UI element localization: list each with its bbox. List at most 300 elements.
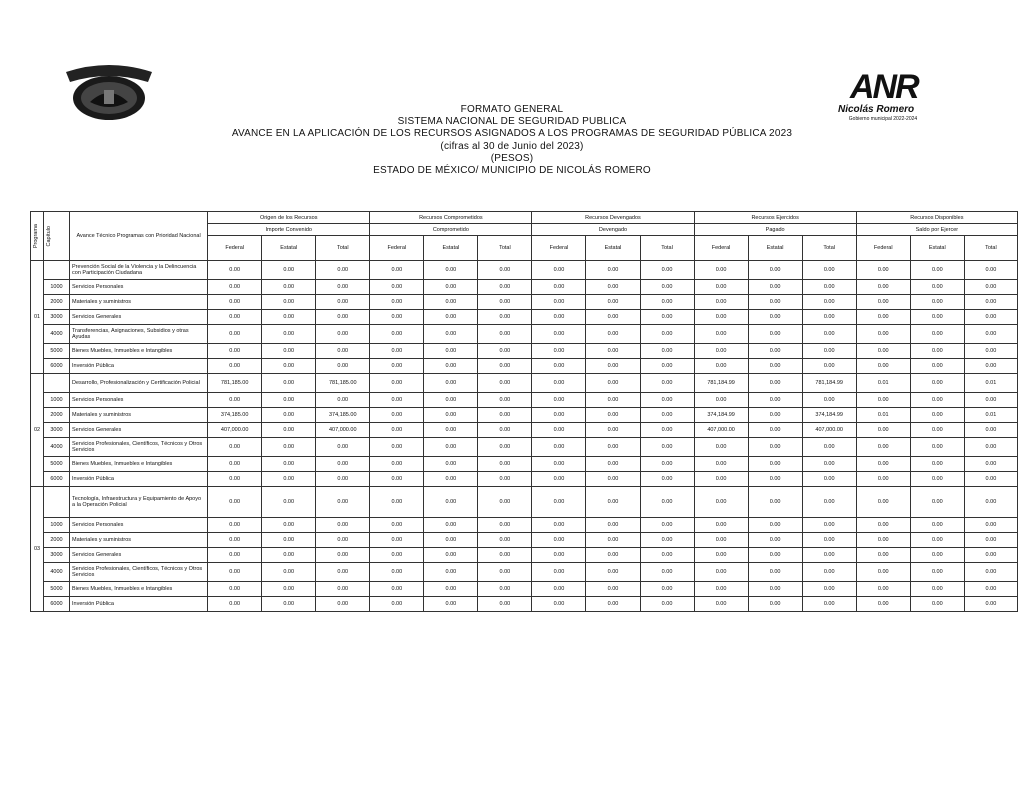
table-row <box>31 457 1018 472</box>
amount-cell: 0.00 <box>856 295 910 310</box>
table-row <box>31 374 1018 393</box>
amount-cell: 0.00 <box>532 280 586 295</box>
amount-cell: 0.00 <box>262 359 316 374</box>
amount-cell: 0.00 <box>910 533 964 548</box>
amount-cell: 0.00 <box>748 359 802 374</box>
amount-cell: 0.00 <box>532 533 586 548</box>
amount-cell: 0.00 <box>856 518 910 533</box>
amount-cell: 0.00 <box>964 548 1017 563</box>
header-group-title: Recursos Comprometidos <box>370 212 532 224</box>
amount-cell: 0.00 <box>748 374 802 393</box>
amount-cell: 0.00 <box>640 359 694 374</box>
amount-cell: 0.00 <box>964 457 1017 472</box>
amount-cell: 407,000.00 <box>316 423 370 438</box>
amount-cell: 0.00 <box>694 548 748 563</box>
amount-cell: 0.00 <box>424 261 478 280</box>
amount-cell: 0.00 <box>910 374 964 393</box>
amount-cell: 0.00 <box>478 457 532 472</box>
amount-cell: 0.00 <box>694 487 748 518</box>
amount-cell: 0.00 <box>694 393 748 408</box>
amount-cell: 0.00 <box>856 393 910 408</box>
amount-cell: 0.00 <box>316 438 370 457</box>
header-group-sub: Importe Convenido <box>208 224 370 236</box>
header-group-sub: Comprometido <box>370 224 532 236</box>
chapter-code: 6000 <box>44 472 70 487</box>
amount-cell: 0.00 <box>532 423 586 438</box>
amount-cell: 0.00 <box>262 457 316 472</box>
chapter-code: 1000 <box>44 393 70 408</box>
amount-cell: 0.00 <box>964 310 1017 325</box>
amount-cell: 0.00 <box>802 393 856 408</box>
amount-cell: 0.00 <box>856 533 910 548</box>
header-capitulo <box>44 212 70 261</box>
amount-cell: 0.00 <box>532 408 586 423</box>
amount-cell: 0.00 <box>316 310 370 325</box>
header-col-federal: Federal <box>370 236 424 261</box>
amount-cell: 0.00 <box>964 261 1017 280</box>
amount-cell: 0.00 <box>856 487 910 518</box>
chapter-code: 2000 <box>44 533 70 548</box>
amount-cell: 0.00 <box>478 280 532 295</box>
table-row <box>31 438 1018 457</box>
amount-cell: 0.00 <box>586 295 640 310</box>
chapter-code: 6000 <box>44 597 70 612</box>
row-description: Bienes Muebles, Inmuebles e Intangibles <box>70 457 208 472</box>
amount-cell: 0.00 <box>694 359 748 374</box>
amount-cell: 0.00 <box>262 472 316 487</box>
table-row <box>31 472 1018 487</box>
amount-cell: 0.00 <box>586 487 640 518</box>
amount-cell: 0.00 <box>694 533 748 548</box>
amount-cell: 0.00 <box>478 408 532 423</box>
amount-cell: 0.00 <box>910 438 964 457</box>
amount-cell: 0.00 <box>208 261 262 280</box>
table-row <box>31 518 1018 533</box>
row-description: Bienes Muebles, Inmuebles e Intangibles <box>70 344 208 359</box>
amount-cell: 0.00 <box>856 423 910 438</box>
amount-cell: 0.00 <box>586 533 640 548</box>
amount-cell: 0.00 <box>262 310 316 325</box>
amount-cell: 0.00 <box>424 597 478 612</box>
amount-cell: 0.00 <box>640 438 694 457</box>
amount-cell: 0.00 <box>478 597 532 612</box>
amount-cell: 0.00 <box>802 518 856 533</box>
amount-cell: 0.00 <box>910 472 964 487</box>
amount-cell: 0.00 <box>640 487 694 518</box>
amount-cell: 0.00 <box>478 487 532 518</box>
row-description: Servicios Profesionales, Científicos, Técnicos y Otros Servicios <box>70 438 208 457</box>
amount-cell: 0.00 <box>802 344 856 359</box>
program-code: 01 <box>31 261 44 374</box>
amount-cell: 0.00 <box>748 487 802 518</box>
amount-cell: 0.00 <box>424 344 478 359</box>
amount-cell: 0.00 <box>856 325 910 344</box>
amount-cell: 0.00 <box>640 310 694 325</box>
amount-cell: 0.00 <box>964 325 1017 344</box>
amount-cell: 0.00 <box>910 359 964 374</box>
amount-cell: 0.00 <box>586 325 640 344</box>
amount-cell: 0.00 <box>586 310 640 325</box>
amount-cell: 0.00 <box>802 310 856 325</box>
amount-cell: 0.00 <box>424 472 478 487</box>
header-col-federal: Federal <box>856 236 910 261</box>
amount-cell: 0.00 <box>910 325 964 344</box>
header-col-federal: Federal <box>694 236 748 261</box>
document-titles <box>0 104 1024 177</box>
amount-cell: 0.00 <box>208 563 262 582</box>
amount-cell: 0.00 <box>316 597 370 612</box>
chapter-code: 1000 <box>44 518 70 533</box>
table-header <box>31 212 1018 261</box>
amount-cell: 0.00 <box>532 295 586 310</box>
amount-cell: 0.00 <box>586 280 640 295</box>
amount-cell: 0.00 <box>208 325 262 344</box>
amount-cell: 0.00 <box>640 518 694 533</box>
row-description: Desarrollo, Profesionalización y Certificación Policial <box>70 374 208 393</box>
amount-cell: 0.00 <box>424 374 478 393</box>
amount-cell: 0.00 <box>586 261 640 280</box>
row-description: Inversión Pública <box>70 472 208 487</box>
header-col-estatal: Estatal <box>262 236 316 261</box>
row-description: Servicios Profesionales, Científicos, Técnicos y Otros Servicios <box>70 563 208 582</box>
amount-cell: 0.00 <box>262 563 316 582</box>
amount-cell: 0.00 <box>532 582 586 597</box>
amount-cell: 0.00 <box>370 472 424 487</box>
row-description: Servicios Personales <box>70 280 208 295</box>
amount-cell: 0.00 <box>802 295 856 310</box>
amount-cell: 0.00 <box>802 487 856 518</box>
amount-cell: 0.00 <box>478 310 532 325</box>
amount-cell: 0.00 <box>370 487 424 518</box>
amount-cell: 0.00 <box>964 295 1017 310</box>
amount-cell: 0.00 <box>208 518 262 533</box>
amount-cell: 374,185.00 <box>208 408 262 423</box>
amount-cell: 0.00 <box>856 280 910 295</box>
amount-cell: 0.00 <box>748 393 802 408</box>
amount-cell: 0.00 <box>586 344 640 359</box>
amount-cell: 0.00 <box>802 548 856 563</box>
amount-cell: 0.00 <box>640 423 694 438</box>
amount-cell: 0.00 <box>802 457 856 472</box>
amount-cell: 407,000.00 <box>802 423 856 438</box>
header-group-title: Recursos Ejercidos <box>694 212 856 224</box>
amount-cell: 0.00 <box>910 597 964 612</box>
table-row <box>31 582 1018 597</box>
amount-cell: 0.00 <box>370 344 424 359</box>
amount-cell: 0.00 <box>910 423 964 438</box>
amount-cell: 407,000.00 <box>694 423 748 438</box>
amount-cell: 0.00 <box>748 457 802 472</box>
amount-cell: 0.00 <box>316 487 370 518</box>
amount-cell: 0.00 <box>316 533 370 548</box>
amount-cell: 0.00 <box>910 563 964 582</box>
amount-cell: 0.00 <box>424 295 478 310</box>
amount-cell: 0.00 <box>532 359 586 374</box>
amount-cell: 781,185.00 <box>208 374 262 393</box>
amount-cell: 0.00 <box>748 597 802 612</box>
amount-cell: 0.00 <box>586 374 640 393</box>
amount-cell: 0.00 <box>532 597 586 612</box>
amount-cell: 0.00 <box>640 582 694 597</box>
amount-cell: 0.00 <box>262 487 316 518</box>
amount-cell: 0.00 <box>964 563 1017 582</box>
amount-cell: 0.00 <box>748 261 802 280</box>
amount-cell: 0.00 <box>532 563 586 582</box>
amount-cell: 0.00 <box>532 457 586 472</box>
amount-cell: 0.00 <box>370 261 424 280</box>
row-description: Servicios Generales <box>70 423 208 438</box>
amount-cell: 0.00 <box>478 438 532 457</box>
amount-cell: 0.00 <box>802 280 856 295</box>
amount-cell: 0.00 <box>748 408 802 423</box>
amount-cell: 0.00 <box>694 457 748 472</box>
row-description: Materiales y suministros <box>70 408 208 423</box>
amount-cell: 0.00 <box>748 472 802 487</box>
amount-cell: 0.01 <box>964 374 1017 393</box>
title-line: FORMATO GENERAL <box>460 104 564 115</box>
amount-cell: 0.00 <box>694 472 748 487</box>
amount-cell: 0.00 <box>910 457 964 472</box>
header-group-sub: Saldo por Ejercer <box>856 224 1017 236</box>
amount-cell: 0.00 <box>964 393 1017 408</box>
title-line: SISTEMA NACIONAL DE SEGURIDAD PUBLICA <box>397 116 627 128</box>
amount-cell: 0.00 <box>208 280 262 295</box>
amount-cell: 0.00 <box>370 359 424 374</box>
amount-cell: 0.00 <box>370 408 424 423</box>
amount-cell: 0.00 <box>262 325 316 344</box>
amount-cell: 0.00 <box>748 295 802 310</box>
header-group-sub: Pagado <box>694 224 856 236</box>
header-col-total: Total <box>478 236 532 261</box>
amount-cell: 0.00 <box>910 344 964 359</box>
table-row <box>31 423 1018 438</box>
amount-cell: 0.00 <box>370 374 424 393</box>
amount-cell: 0.00 <box>316 344 370 359</box>
amount-cell: 0.00 <box>802 582 856 597</box>
chapter-code: 4000 <box>44 325 70 344</box>
amount-cell: 0.00 <box>370 518 424 533</box>
amount-cell: 0.00 <box>694 563 748 582</box>
amount-cell: 0.00 <box>316 325 370 344</box>
table-row <box>31 325 1018 344</box>
header-programa-label: Programa <box>33 223 39 249</box>
amount-cell: 0.00 <box>208 344 262 359</box>
amount-cell: 0.00 <box>964 344 1017 359</box>
row-description: Servicios Generales <box>70 310 208 325</box>
amount-cell: 0.00 <box>856 472 910 487</box>
amount-cell: 0.00 <box>478 374 532 393</box>
row-description: Servicios Personales <box>70 518 208 533</box>
amount-cell: 0.00 <box>640 597 694 612</box>
amount-cell: 0.00 <box>910 408 964 423</box>
amount-cell: 0.00 <box>262 438 316 457</box>
row-description: Inversión Pública <box>70 359 208 374</box>
amount-cell: 0.00 <box>748 582 802 597</box>
amount-cell: 0.00 <box>262 597 316 612</box>
table-row <box>31 393 1018 408</box>
chapter-code: 4000 <box>44 563 70 582</box>
header-col-estatal: Estatal <box>910 236 964 261</box>
amount-cell: 0.00 <box>208 472 262 487</box>
amount-cell: 0.00 <box>964 438 1017 457</box>
header-capitulo-label: Capítulo <box>46 225 52 247</box>
amount-cell: 0.00 <box>640 325 694 344</box>
amount-cell: 0.00 <box>964 533 1017 548</box>
amount-cell: 0.00 <box>478 582 532 597</box>
amount-cell: 0.00 <box>370 597 424 612</box>
amount-cell: 0.00 <box>586 472 640 487</box>
header-ejes: Avance Técnico Programas con Prioridad Nacional <box>70 212 208 261</box>
chapter-code: 5000 <box>44 457 70 472</box>
amount-cell: 0.00 <box>208 295 262 310</box>
amount-cell: 0.00 <box>424 582 478 597</box>
amount-cell: 0.00 <box>640 295 694 310</box>
amount-cell: 0.00 <box>208 393 262 408</box>
chapter-code: 2000 <box>44 295 70 310</box>
amount-cell: 781,185.00 <box>316 374 370 393</box>
amount-cell: 0.00 <box>478 359 532 374</box>
chapter-code: 3000 <box>44 548 70 563</box>
amount-cell: 0.00 <box>640 374 694 393</box>
row-description: Materiales y suministros <box>70 295 208 310</box>
amount-cell: 0.00 <box>910 280 964 295</box>
header-col-total: Total <box>964 236 1017 261</box>
chapter-code <box>44 487 70 518</box>
header-col-estatal: Estatal <box>586 236 640 261</box>
amount-cell: 0.00 <box>748 280 802 295</box>
amount-cell: 0.00 <box>424 280 478 295</box>
amount-cell: 0.00 <box>910 548 964 563</box>
amount-cell: 0.00 <box>640 533 694 548</box>
amount-cell: 0.00 <box>478 325 532 344</box>
amount-cell: 0.00 <box>640 261 694 280</box>
amount-cell: 0.00 <box>424 533 478 548</box>
amount-cell: 0.00 <box>856 261 910 280</box>
amount-cell: 0.00 <box>424 325 478 344</box>
amount-cell: 0.00 <box>694 518 748 533</box>
amount-cell: 0.00 <box>640 548 694 563</box>
header-row-groups <box>31 212 1018 224</box>
amount-cell: 0.00 <box>532 487 586 518</box>
amount-cell: 0.00 <box>316 518 370 533</box>
amount-cell: 0.00 <box>802 533 856 548</box>
amount-cell: 0.00 <box>478 344 532 359</box>
amount-cell: 0.00 <box>586 548 640 563</box>
amount-cell: 0.00 <box>964 423 1017 438</box>
amount-cell: 0.00 <box>424 438 478 457</box>
amount-cell: 0.00 <box>316 472 370 487</box>
amount-cell: 0.00 <box>478 472 532 487</box>
row-description: Bienes Muebles, Inmuebles e Intangibles <box>70 582 208 597</box>
amount-cell: 0.00 <box>586 393 640 408</box>
amount-cell: 0.00 <box>478 563 532 582</box>
amount-cell: 0.00 <box>748 423 802 438</box>
amount-cell: 0.00 <box>316 582 370 597</box>
amount-cell: 0.00 <box>640 344 694 359</box>
logo-subtitle: Gobierno municipal 2022-2024 <box>848 116 918 122</box>
amount-cell: 0.00 <box>532 310 586 325</box>
amount-cell: 0.00 <box>694 438 748 457</box>
amount-cell: 0.00 <box>802 472 856 487</box>
amount-cell: 0.00 <box>586 518 640 533</box>
logo-name: Nicolás Romero <box>838 104 915 115</box>
amount-cell: 0.00 <box>424 548 478 563</box>
amount-cell: 0.00 <box>748 548 802 563</box>
amount-cell: 0.00 <box>208 438 262 457</box>
amount-cell: 0.00 <box>316 548 370 563</box>
amount-cell: 0.00 <box>370 438 424 457</box>
table-row <box>31 310 1018 325</box>
table-row <box>31 487 1018 518</box>
row-description: Tecnología, Infraestructura y Equipamiento de Apoyo a la Operación Policial <box>70 487 208 518</box>
title-line: (PESOS) <box>490 152 534 164</box>
chapter-code <box>44 374 70 393</box>
amount-cell: 0.00 <box>694 597 748 612</box>
amount-cell: 0.00 <box>208 457 262 472</box>
row-description: Materiales y suministros <box>70 533 208 548</box>
amount-cell: 0.00 <box>694 582 748 597</box>
amount-cell: 0.00 <box>586 582 640 597</box>
amount-cell: 0.00 <box>586 438 640 457</box>
amount-cell: 0.00 <box>262 374 316 393</box>
amount-cell: 0.00 <box>262 533 316 548</box>
amount-cell: 0.00 <box>424 563 478 582</box>
amount-cell: 0.00 <box>910 295 964 310</box>
amount-cell: 0.00 <box>262 423 316 438</box>
table-row <box>31 408 1018 423</box>
logo-anr-text: ANR <box>850 68 918 106</box>
amount-cell: 0.00 <box>748 344 802 359</box>
program-code: 03 <box>31 487 44 612</box>
amount-cell: 0.00 <box>694 310 748 325</box>
amount-cell: 0.00 <box>424 518 478 533</box>
amount-cell: 0.00 <box>316 359 370 374</box>
amount-cell: 0.00 <box>316 261 370 280</box>
header-col-total: Total <box>802 236 856 261</box>
header-programa <box>31 212 44 261</box>
amount-cell: 0.00 <box>856 548 910 563</box>
amount-cell: 0.00 <box>262 548 316 563</box>
amount-cell: 0.00 <box>208 359 262 374</box>
amount-cell: 0.00 <box>748 438 802 457</box>
amount-cell: 0.00 <box>424 423 478 438</box>
amount-cell: 407,000.00 <box>208 423 262 438</box>
chapter-code: 3000 <box>44 423 70 438</box>
amount-cell: 0.00 <box>802 359 856 374</box>
header-col-estatal: Estatal <box>424 236 478 261</box>
amount-cell: 0.00 <box>964 518 1017 533</box>
amount-cell: 0.00 <box>208 597 262 612</box>
header-group-title: Origen de los Recursos <box>208 212 370 224</box>
amount-cell: 0.00 <box>478 295 532 310</box>
amount-cell: 0.00 <box>262 295 316 310</box>
amount-cell: 0.00 <box>532 344 586 359</box>
title-line: AVANCE EN LA APLICACIÓN DE LOS RECURSOS ASIGNADOS A LOS PROGRAMAS DE SEGURIDAD PÚBLICA 2023 <box>231 128 793 140</box>
amount-cell: 0.00 <box>316 280 370 295</box>
amount-cell: 0.00 <box>748 533 802 548</box>
amount-cell: 0.00 <box>856 597 910 612</box>
amount-cell: 0.00 <box>748 325 802 344</box>
table-row <box>31 597 1018 612</box>
amount-cell: 0.00 <box>532 393 586 408</box>
header-group-sub: Devengado <box>532 224 694 236</box>
amount-cell: 0.00 <box>370 582 424 597</box>
amount-cell: 0.00 <box>478 393 532 408</box>
amount-cell: 0.00 <box>802 438 856 457</box>
amount-cell: 0.00 <box>532 325 586 344</box>
amount-cell: 0.00 <box>370 457 424 472</box>
amount-cell: 0.00 <box>370 533 424 548</box>
